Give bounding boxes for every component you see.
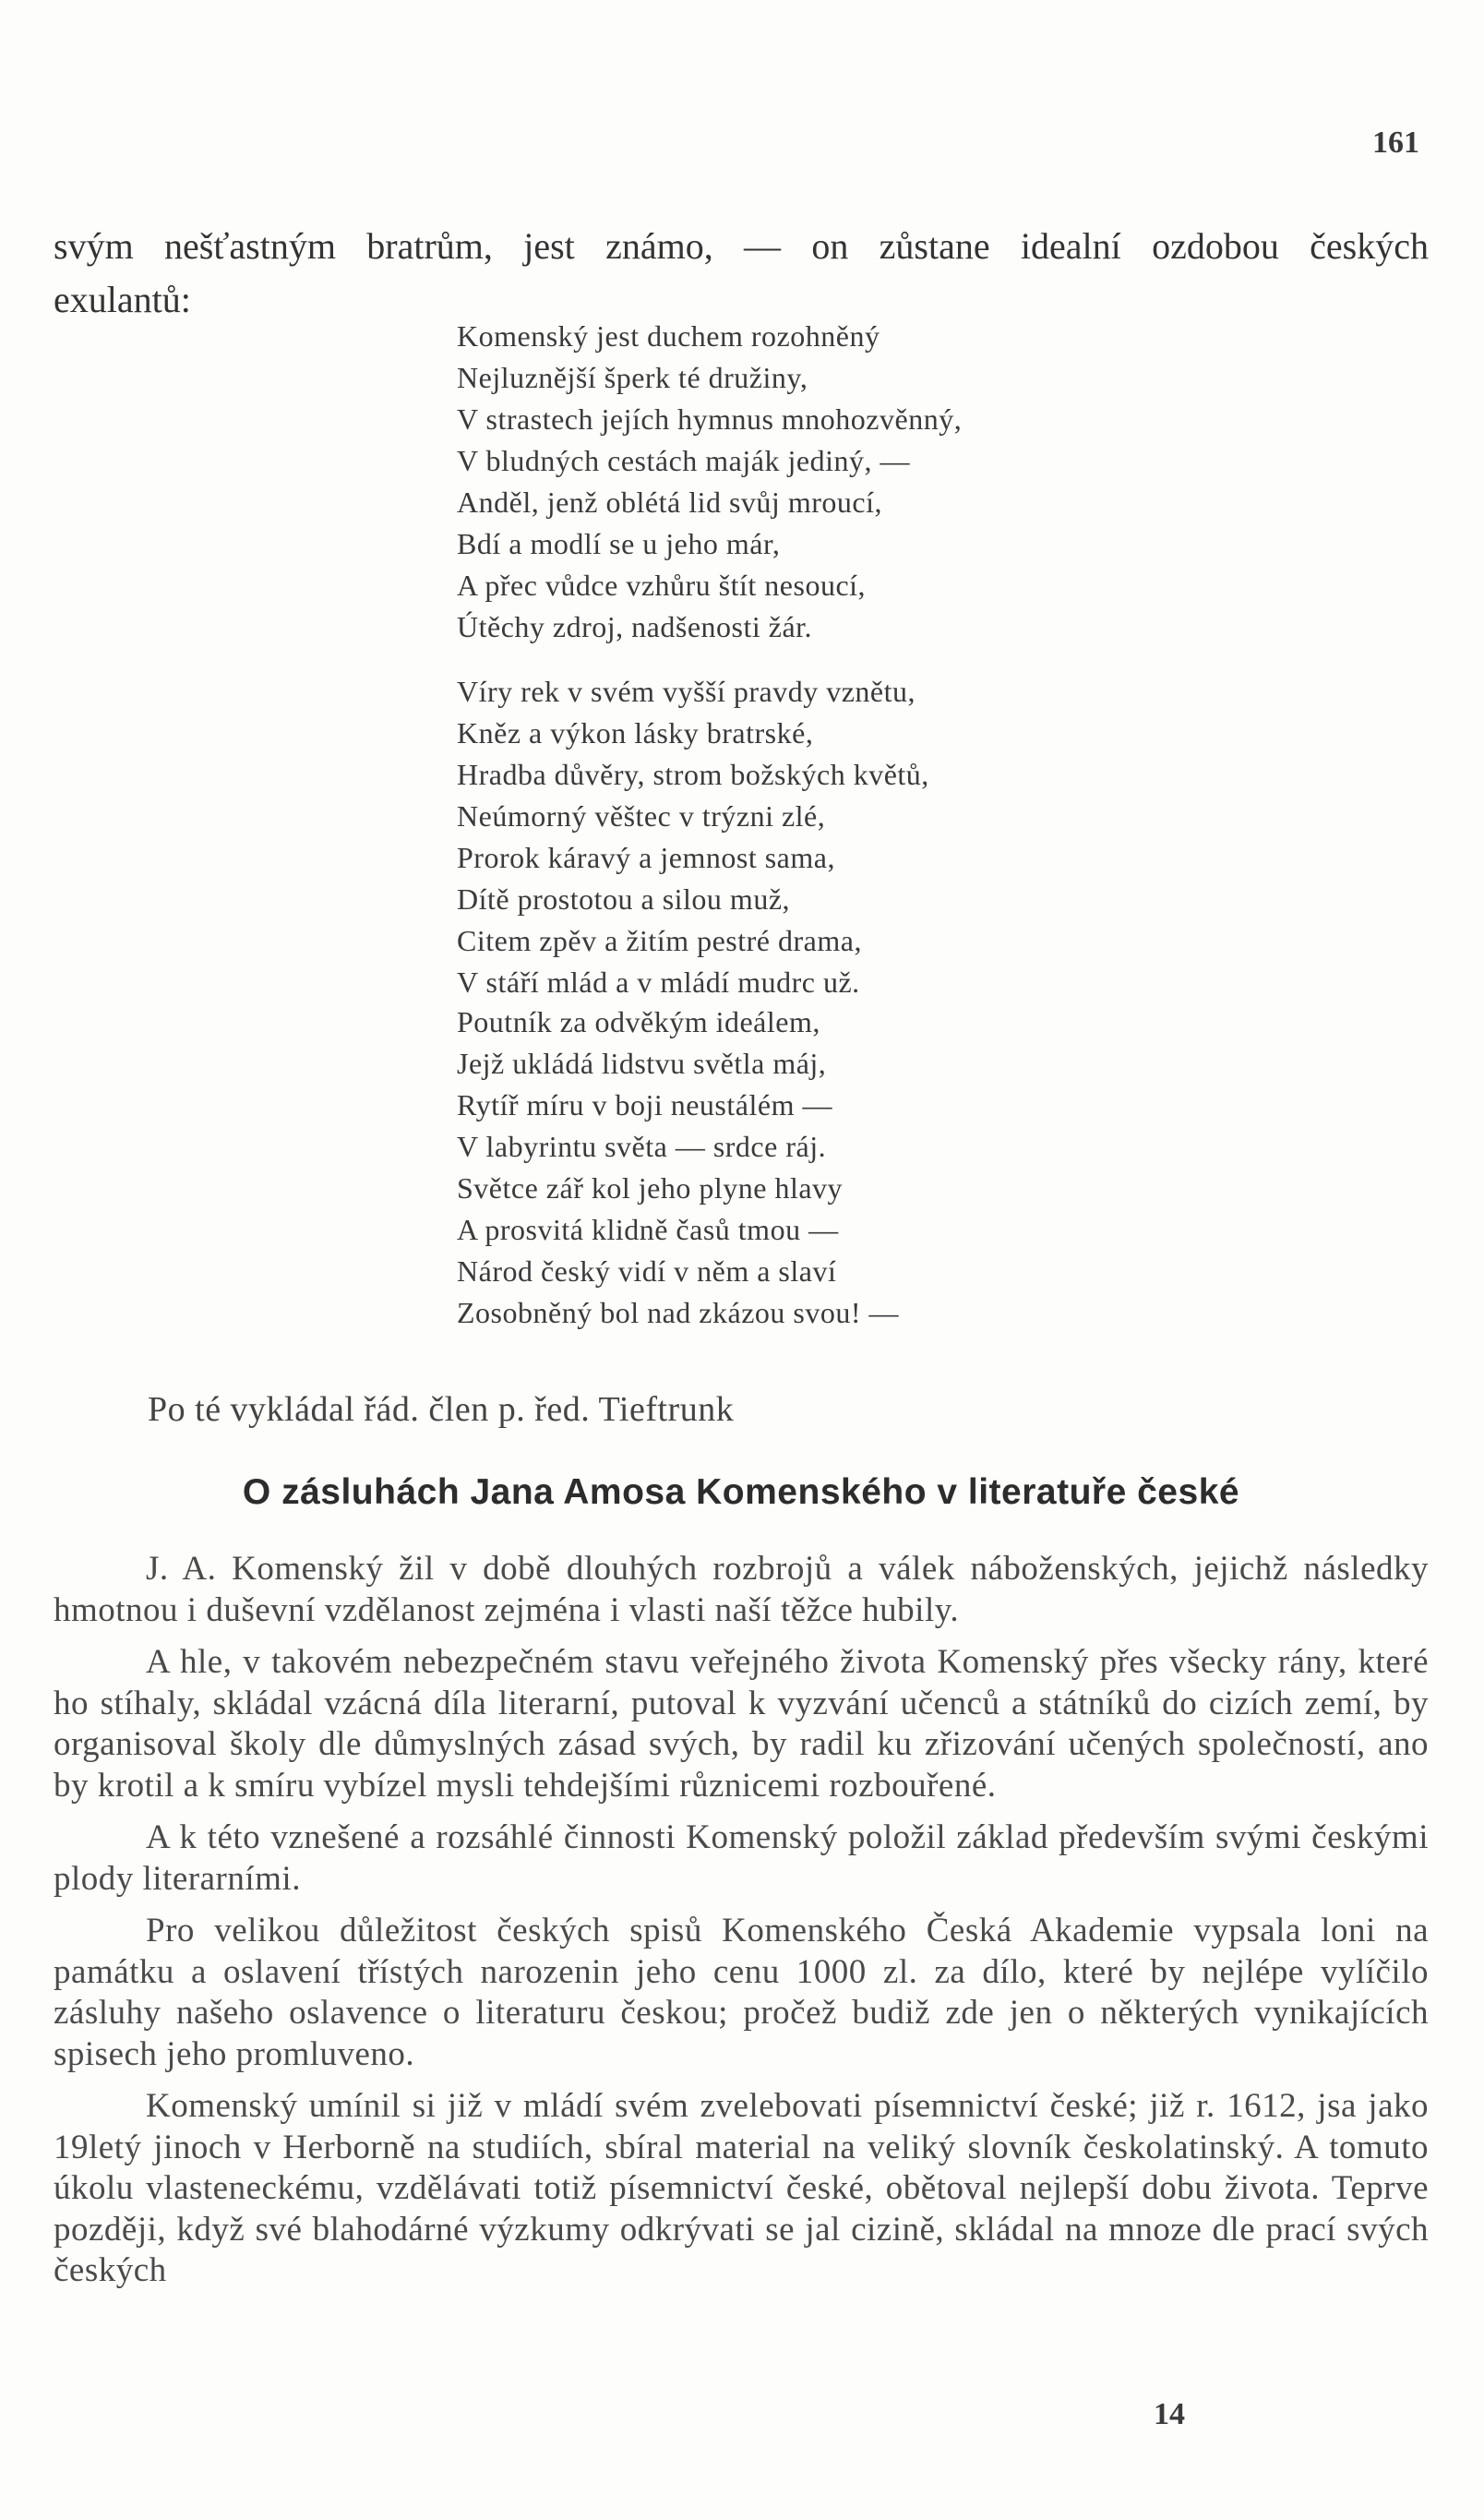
paragraph: Komenský umínil si již v mládí svém zvelebovati písemnictví české; již r. 1612, jsa jako 19letý jinoch v Herborně na studiích, sbíral material na veliký slovník českolatinský. A tomuto úkolu vlasteneckému, vzdělávati totiž písemnictví české, obětoval nejlepší dobu života. Teprve později, když své blahodárné výzkumy odkrývati se jal cizině, skládal na mnoze dle prací svých českých [54, 2087, 1429, 2289]
poem-verse: Národ český vidí v něm a slaví [457, 1254, 837, 1288]
signature-number: 14 [1154, 2397, 1185, 2431]
poem-verse: V stáří mlád a v mládí mudrc už. [457, 966, 860, 999]
page-number: 161 [1372, 126, 1419, 160]
poem-verse: A prosvitá klidně časů tmou — [457, 1213, 839, 1246]
poem-verse: Kněz a výkon lásky bratrské, [457, 716, 814, 750]
poem-verse: V bludných cestách maják jediný, — [457, 444, 910, 477]
poem-verse: V labyrintu světa — srdce ráj. [457, 1130, 827, 1163]
section-body [54, 1549, 1429, 2303]
poem-verse: Hradba důvěry, strom božských květů, [457, 758, 929, 791]
poem-verse: Světce zář kol jeho plyne hlavy [457, 1171, 844, 1205]
poem-verse: Neúmorný věštec v trýzni zlé, [457, 799, 826, 833]
intro-text [54, 220, 1429, 327]
poem-stanza-1 [457, 316, 1287, 648]
poem-verse: A přec vůdce vzhůru štít nesoucí, [457, 569, 867, 602]
poem-verse: Komenský jest duchem rozohněný [457, 319, 880, 353]
intro-line-1: svým nešťastným bratrům, jest známo, — on zůstane idealní ozdobou českých [54, 225, 1429, 267]
poem-verse: Rytíř míru v boji neustálém — [457, 1088, 832, 1122]
poem-verse: Anděl, jenž oblétá lid svůj mroucí, [457, 486, 882, 519]
paragraph: Pro velikou důležitost českých spisů Komenského Česká Akademie vypsala loni na památku a oslavení třístých narozenin jeho cenu 1000 zl. za dílo, které by nejlépe vylíčilo zásluhy našeho oslavence o literaturu českou; pročež budiž zde jen o některých vynikajících spisech jeho promluveno. [54, 1912, 1429, 2073]
poem-verse: Dítě prostotou a silou muž, [457, 882, 791, 916]
poem-verse: V strastech jejích hymnus mnohozvěnný, [457, 402, 963, 436]
section-heading: O zásluhách Jana Amosa Komenského v literatuře české [242, 1472, 1240, 1512]
poem-verse: Útěchy zdroj, nadšenosti žár. [457, 610, 813, 643]
poem-verse: Zosobněný bol nad zkázou svou! — [457, 1296, 900, 1329]
poem-verse: Bdí a modlí se u jeho már, [457, 527, 781, 560]
paragraph: A k této vznešené a rozsáhlé činnosti Komenský položil základ především svými českými plody literarními. [54, 1818, 1429, 1898]
poem-verse: Poutník za odvěkým ideálem, [457, 1005, 820, 1038]
after-poem-line: Po té vykládal řád. člen p. řed. Tieftrunk [148, 1390, 735, 1429]
poem-verse: Citem zpěv a žitím pestré drama, [457, 924, 862, 957]
poem-verse: Víry rek v svém vyšší pravdy vznětu, [457, 675, 916, 708]
poem-verse: Prorok káravý a jemnost sama, [457, 841, 835, 874]
paragraph: J. A. Komenský žil v době dlouhých rozbrojů a válek náboženských, jejichž následky hmotnou i duševní vzdělanost zejména i vlasti naší těžce hubily. [54, 1550, 1429, 1629]
paragraph: A hle, v takovém nebezpečném stavu veřejného života Komenský přes všecky rány, které ho stíhaly, skládal vzácná díla literarní, putoval k vyzvání učenců a státníků do cizích zemí, by organisoval školy dle důmyslných zásad svých, by radil ku zřizování učených společností, ano by krotil a k smíru vybízel mysli tehdejšími různicemi rozbouřené. [54, 1643, 1429, 1805]
poem-stanza-2 [457, 671, 1287, 1003]
intro-line-2: exulantů: [54, 279, 191, 320]
poem-stanza-3 [457, 1002, 1287, 1334]
poem-verse: Jejž ukládá lidstvu světla máj, [457, 1047, 827, 1080]
poem-verse: Nejluznější šperk té družiny, [457, 361, 808, 394]
